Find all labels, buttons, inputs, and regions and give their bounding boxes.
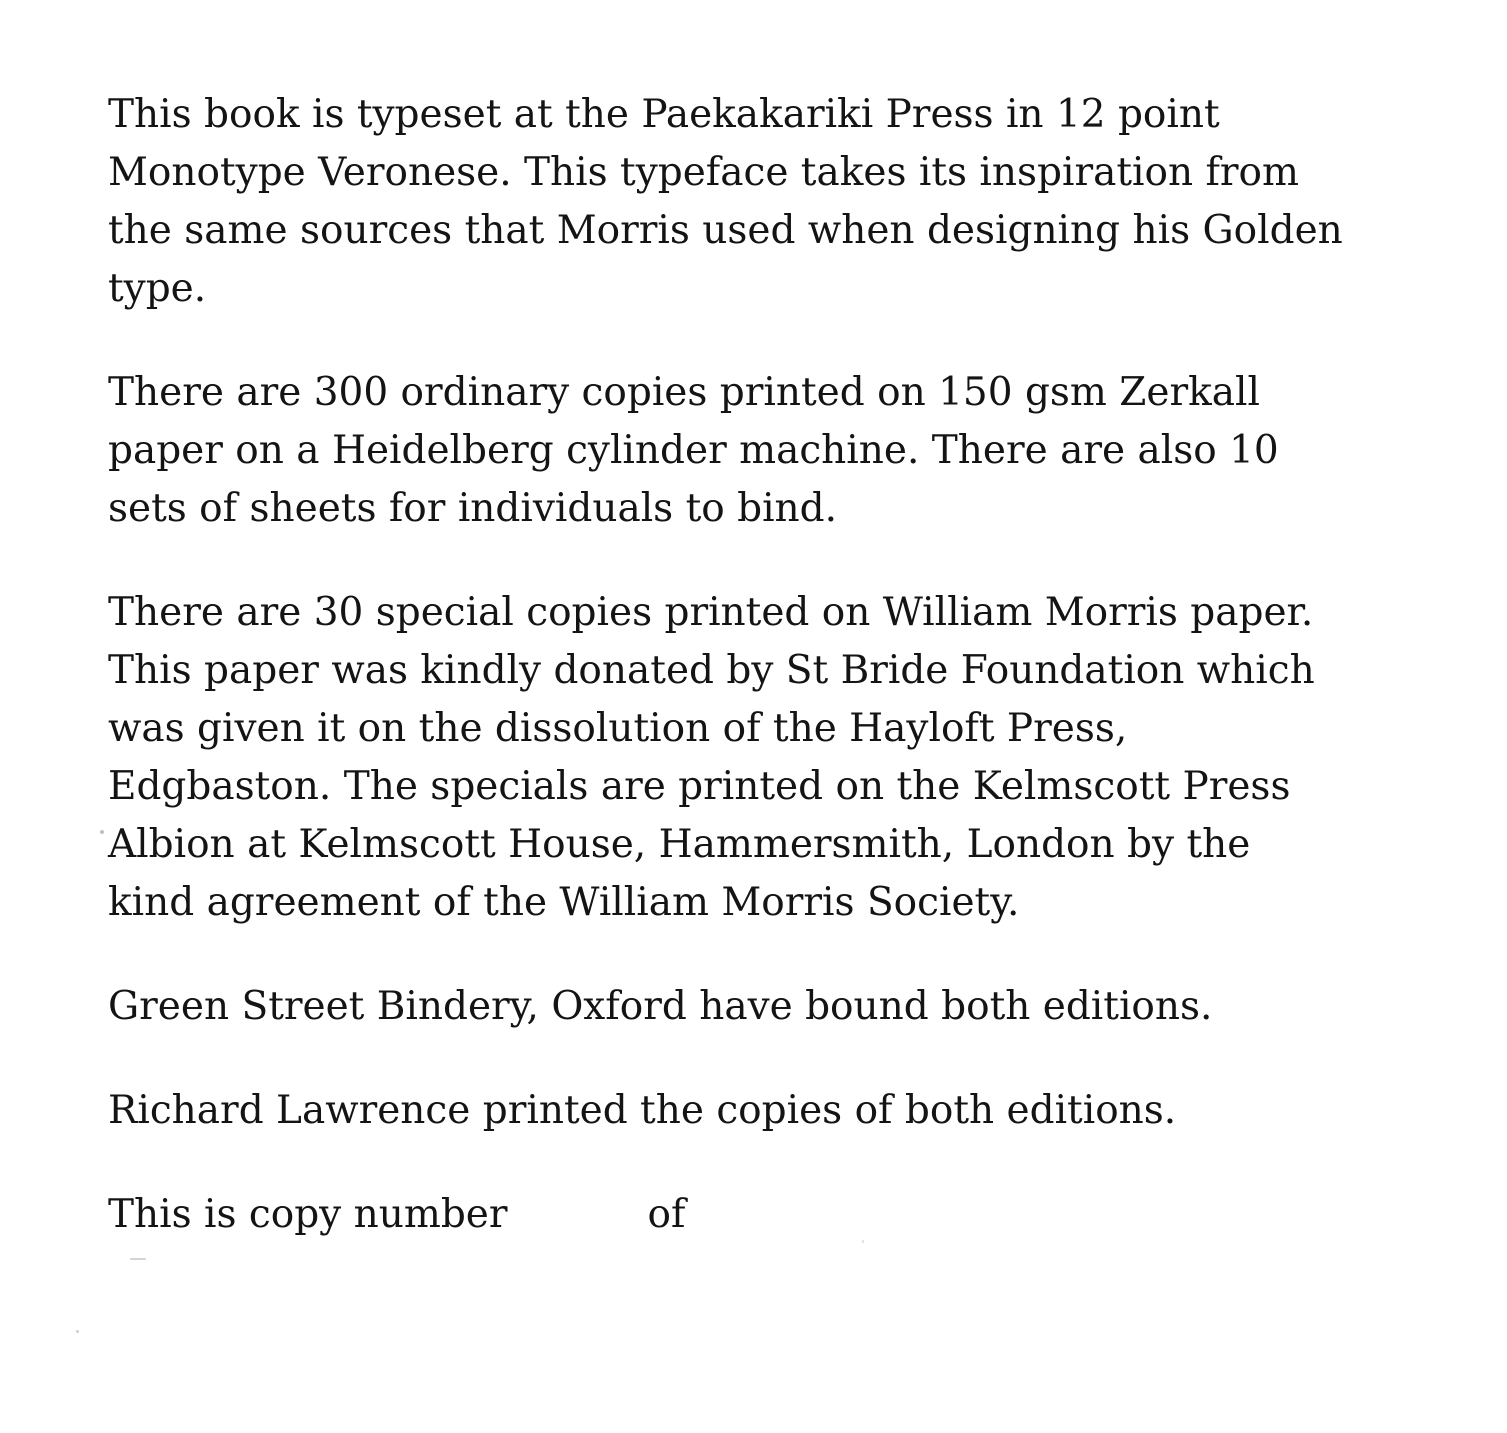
paragraph-typeface <box>108 86 1418 318</box>
paragraph-ordinary-copies <box>108 364 1418 538</box>
copy-number-label: This is copy number <box>108 1192 508 1237</box>
text-line: Edgbaston. The specials are printed on the Kelmscott Press <box>108 764 1291 809</box>
text-line: sets of sheets for individuals to bind. <box>108 486 838 531</box>
copy-number-of: of <box>647 1192 686 1237</box>
text-line: Albion at Kelmscott House, Hammersmith, London by the <box>108 822 1251 867</box>
text-line: the same sources that Morris used when designing his Golden <box>108 208 1343 253</box>
paper-speck <box>76 1330 79 1333</box>
text-line: This book is typeset at the Paekakariki Press in 12 point <box>108 92 1220 137</box>
text-line: kind agreement of the William Morris Society. <box>108 880 1020 925</box>
paragraph-printer <box>108 1082 1418 1140</box>
text-line: Monotype Veronese. This typeface takes its inspiration from <box>108 150 1300 195</box>
text-line: was given it on the dissolution of the Hayloft Press, <box>108 706 1128 751</box>
text-line: There are 30 special copies printed on William Morris paper. <box>108 590 1314 635</box>
text-line: There are 300 ordinary copies printed on 150 gsm Zerkall <box>108 370 1260 415</box>
text-line: Green Street Bindery, Oxford have bound both editions. <box>108 984 1213 1029</box>
colophon-text <box>108 86 1418 1244</box>
copy-number-line <box>108 1186 1418 1244</box>
text-line: type. <box>108 266 207 311</box>
text-line: This paper was kindly donated by St Bride Foundation which <box>108 648 1315 693</box>
paper-speck <box>130 1258 146 1260</box>
paper-speck <box>100 830 104 834</box>
text-line: Richard Lawrence printed the copies of both editions. <box>108 1088 1177 1133</box>
paragraph-bindery <box>108 978 1418 1036</box>
paragraph-special-copies <box>108 584 1418 932</box>
text-line: paper on a Heidelberg cylinder machine. There are also 10 <box>108 428 1279 473</box>
paper-speck <box>862 1240 864 1243</box>
